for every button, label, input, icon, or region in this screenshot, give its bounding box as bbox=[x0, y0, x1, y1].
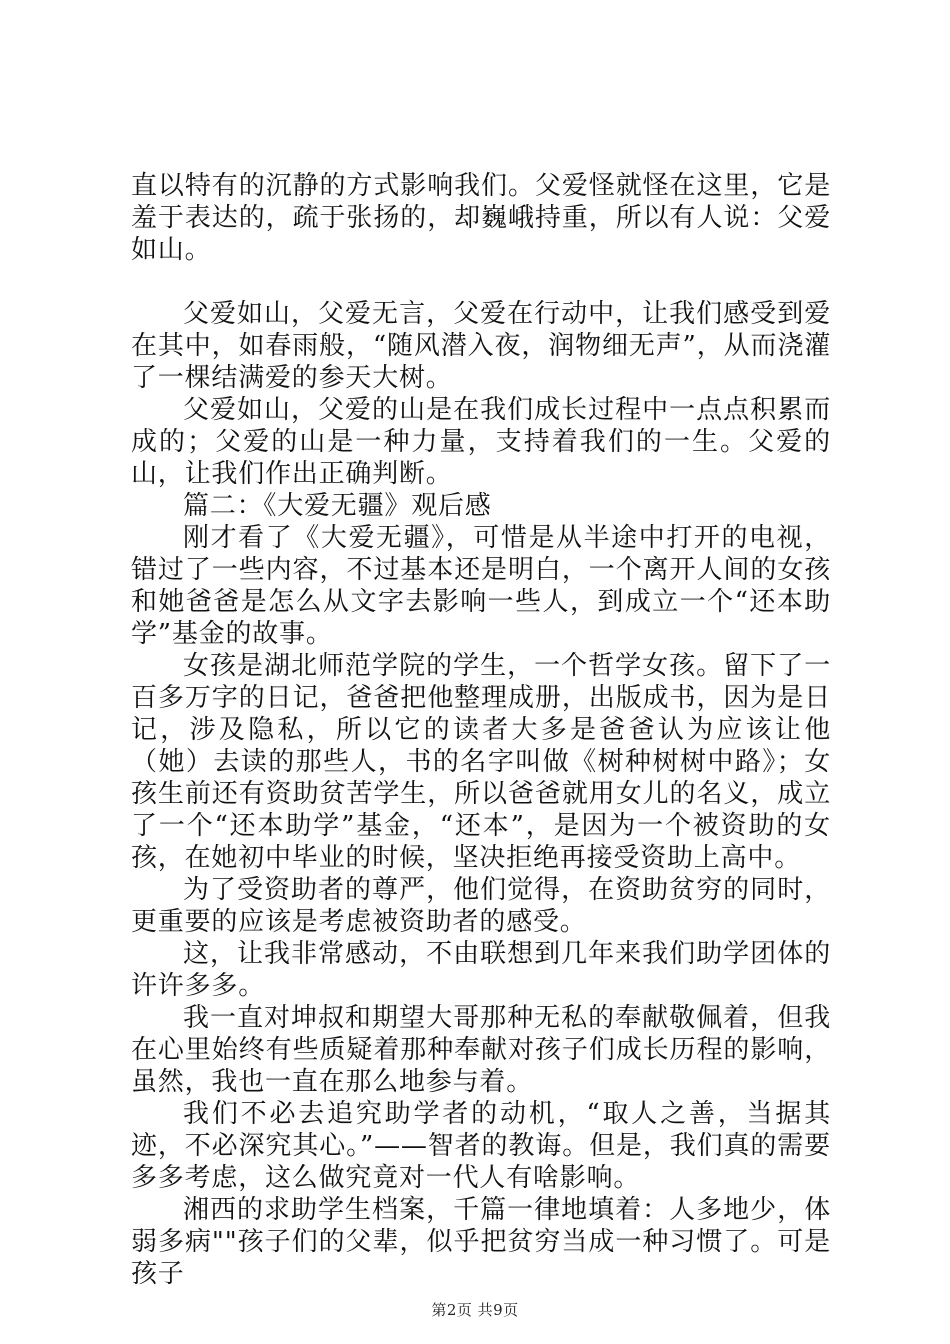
paragraph: 直以特有的沉静的方式影响我们。父爱怪就怪在这里，它是羞于表达的，疏于张扬的，却巍峨持重，所以有人说：父爱如山。 bbox=[131, 171, 831, 265]
section-heading: 篇二：《大爱无疆》观后感 bbox=[183, 491, 492, 521]
paragraph: 这，让我非常感动，不由联想到几年来我们助学团体的许许多多。 bbox=[131, 939, 831, 1001]
paragraph: 父爱如山，父爱的山是在我们成长过程中一点点积累而成的；父爱的山是一种力量，支持着我们的一生。父爱的山，让我们作出正确判断。 bbox=[131, 395, 831, 489]
paragraph: 父爱如山，父爱无言，父爱在行动中，让我们感受到爱在其中，如春雨般，“随风潜入夜，润物细无声”，从而浇灌了一棵结满爱的参天大树。 bbox=[131, 299, 831, 393]
paragraph: 湘西的求助学生档案，千篇一律地填着：人多地少，体弱多病""孩子们的父辈，似乎把贫穷当成一种习惯了。可是孩子 bbox=[131, 1195, 831, 1289]
paragraph: 刚才看了《大爱无疆》，可惜是从半途中打开的电视，错过了一些内容，不过基本还是明白，一个离开人间的女孩和她爸爸是怎么从文字去影响一些人，到成立一个“还本助学”基金的故事。 bbox=[131, 523, 831, 649]
paragraph: 为了受资助者的尊严，他们觉得，在资助贫穷的同时，更重要的应该是考虑被资助者的感受。 bbox=[131, 875, 831, 937]
paragraph: 我一直对坤叔和期望大哥那种无私的奉献敬佩着，但我在心里始终有些质疑着那种奉献对孩子们成长历程的影响，虽然，我也一直在那么地参与着。 bbox=[131, 1003, 831, 1097]
page-number-footer: 第2页 共9页 bbox=[431, 1301, 519, 1319]
document-body bbox=[131, 170, 831, 1290]
paragraph: 我们不必去追究助学者的动机，“取人之善，当据其迹，不必深究其心。”——智者的教诲。但是，我们真的需要多多考虑，这么做究竟对一代人有啥影响。 bbox=[131, 1099, 831, 1193]
paragraph: 女孩是湖北师范学院的学生，一个哲学女孩。留下了一百多万字的日记，爸爸把他整理成册，出版成书，因为是日记，涉及隐私，所以它的读者大多是爸爸认为应该让他（她）去读的那些人，书的名字叫做《树种树树中路》；女孩生前还有资助贫苦学生，所以爸爸就用女儿的名义，成立了一个“还本助学”基金，“还本”，是因为一个被资助的女孩，在她初中毕业的时候，坚决拒绝再接受资助上高中。 bbox=[131, 651, 831, 873]
